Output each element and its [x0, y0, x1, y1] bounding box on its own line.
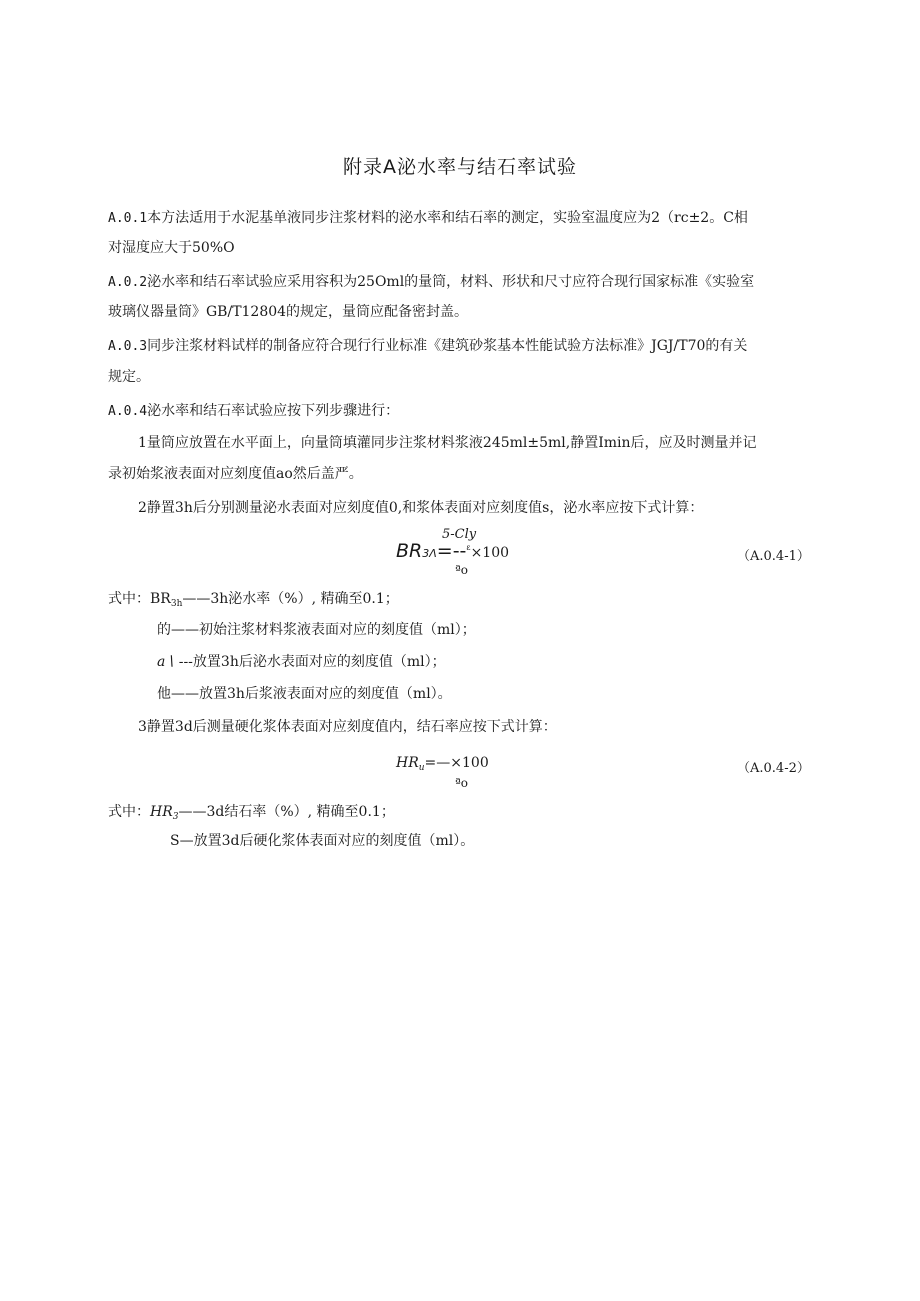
where2-line1: [108, 802, 395, 827]
eq1-numerator: 5-Cly: [442, 527, 477, 542]
paragraph-a01-line1: [108, 208, 748, 229]
eq2-number: （A.0.4-2）: [737, 761, 810, 776]
paragraph-a04-line1: [108, 401, 399, 422]
paragraph-text: 泌水率和结石率试验应按下列步骤进行：: [147, 403, 400, 419]
eq2-lhs: HR: [396, 755, 419, 771]
page-title: 附录A泌水率与结石率试验: [343, 156, 577, 178]
step1-line1: 1量筒应放置在水平面上，向量筒填灌同步注浆材料浆液245ml±5ml,静置Imin后，应及时测量并记: [138, 435, 757, 451]
eq1-frac-mark: ε: [466, 543, 471, 552]
step1-line2: 录初始浆液表面对应刻度值ao然后盖严。: [108, 466, 363, 482]
paragraph-a03-line2: 规定。: [108, 369, 150, 385]
section-number: A.0.2: [108, 275, 148, 290]
paragraph-text: 同步注浆材料试样的制备应符合现行行业标准《建筑砂浆基本性能试验方法标准》JGJ/T70的有关: [147, 338, 748, 354]
where-symbol: BR: [150, 591, 171, 607]
eq2-lhs-sub: u: [418, 763, 425, 773]
paragraph-a03-line1: [108, 336, 747, 357]
eq2-formula: [396, 755, 489, 773]
where1-def2: 的——初始注浆材料浆液表面对应的刻度值（ml）；: [157, 622, 476, 638]
where-symbol: HR: [150, 804, 173, 820]
step3-line1: 3静置3d后测量硬化浆体表面对应刻度值内，结石率应按下式计算：: [138, 719, 557, 735]
step2-line1: 2静置3h后分别测量泌水表面对应刻度值0,和浆体表面对应刻度值s，泌水率应按下式计算：: [138, 500, 704, 516]
eq1-number: （A.0.4-1）: [737, 549, 810, 564]
eq1-denominator: ªo: [455, 563, 468, 577]
eq2-rhs: =—×100: [424, 755, 489, 771]
eq2-denominator: ªo: [455, 776, 468, 790]
eq1-lhs-sub: 3Λ: [422, 547, 437, 560]
paragraph-text: 本方法适用于水泥基单液同步注浆材料的泌水率和结石率的测定，实验室温度应为2（rc±2。C相: [147, 210, 748, 226]
eq1-times: ×100: [470, 545, 510, 561]
section-number: A.0.3: [108, 339, 148, 354]
paragraph-a01-line2: 对湿度应大于50%O: [108, 240, 235, 256]
where-desc: ——3d结石率（%）, 精确至0.1；: [178, 804, 395, 820]
where2-def2: S—放置3d后硬化浆体表面对应的刻度值（ml）。: [170, 833, 475, 849]
where-symbol-sub: 3h: [170, 599, 183, 609]
where1-def4: 他——放置3h后浆液表面对应的刻度值（ml）。: [157, 686, 452, 702]
def3-symbol: a∖: [157, 654, 175, 670]
paragraph-a02-line1: [108, 272, 754, 293]
paragraph-text: 泌水率和结石率试验应采用容积为25Oml的量筒，材料、形状和尺寸应符合现行国家标准《实验室: [147, 274, 755, 290]
section-number: A.0.1: [108, 211, 148, 226]
where-label: 式中：: [108, 591, 150, 607]
section-number: A.0.4: [108, 404, 148, 419]
where1-def3: [157, 652, 446, 672]
eq1-formula: [396, 540, 509, 562]
eq1-eq-sign: =--: [436, 540, 467, 562]
where1-line1: [108, 589, 399, 614]
where-symbol-sub: 3: [172, 812, 179, 822]
def3-desc: ---放置3h后泌水表面对应的刻度值（ml）；: [174, 654, 446, 670]
paragraph-a02-line2: 玻璃仪器量筒》GB/T12804的规定，量筒应配备密封盖。: [108, 304, 469, 320]
eq1-lhs: BR: [396, 540, 423, 562]
where-label: 式中：: [108, 804, 150, 820]
where-desc: ——3h泌水率（%）, 精确至0.1；: [182, 591, 399, 607]
